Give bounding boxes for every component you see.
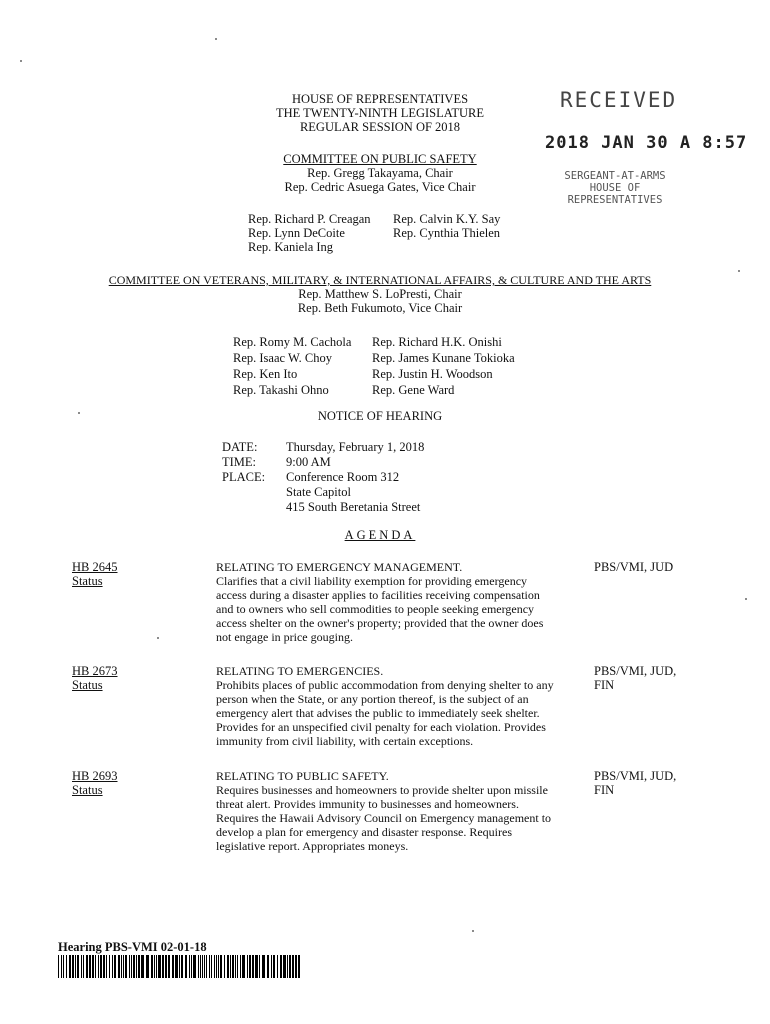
agenda-item-1-body (216, 560, 543, 644)
barcode-bar (181, 955, 183, 978)
committee-title: COMMITTEE ON VETERANS, MILITARY, & INTERNATIONAL AFFAIRS, & CULTURE AND THE ARTS (108, 273, 652, 287)
member: Rep. Cynthia Thielen (393, 226, 501, 240)
agenda-item-3-bill (72, 769, 118, 797)
barcode-bar (273, 955, 275, 978)
bill-desc-line: person when the State, or any portion thereof, is the subject of an (216, 692, 529, 706)
barcode-bar (230, 955, 231, 978)
barcode-bar (280, 955, 282, 978)
barcode-bar (185, 955, 187, 978)
barcode-bar (168, 955, 170, 978)
barcode-bar (61, 955, 62, 978)
agenda-item-1-referral (594, 560, 673, 574)
committee-chair: Rep. Gregg Takayama, Chair (307, 166, 453, 180)
place-line: Conference Room 312 (286, 470, 400, 484)
referral-line: FIN (594, 783, 615, 797)
barcode-bar (129, 955, 130, 978)
scan-speck (472, 930, 474, 932)
barcode-bar (209, 955, 210, 978)
barcode-bar (131, 955, 132, 978)
barcode-bar (224, 955, 225, 978)
barcode-bar (133, 955, 135, 978)
barcode-bar (100, 955, 102, 978)
committee2-members-left (233, 334, 351, 398)
barcode-bar (165, 955, 167, 978)
barcode-bar (191, 955, 192, 978)
referral-line: PBS/VMI, JUD, (594, 769, 677, 783)
agenda-item-2-bill (72, 664, 118, 692)
header-line: REGULAR SESSION OF 2018 (299, 120, 461, 134)
member: Rep. Justin H. Woodson (372, 367, 493, 381)
barcode-bar (86, 955, 88, 978)
barcode-bar (106, 955, 107, 978)
referral-line: FIN (594, 678, 615, 692)
barcode-bar (69, 955, 71, 978)
committee-vice-chair: Rep. Beth Fukumoto, Vice Chair (297, 301, 463, 315)
barcode-bar (179, 955, 180, 978)
committee2-members-right (372, 334, 515, 398)
status-link[interactable]: Status (72, 678, 103, 692)
referral-line: PBS/VMI, JUD (594, 560, 674, 574)
barcode-bar (267, 955, 269, 978)
barcode-bar (287, 955, 288, 978)
barcode-bar (252, 955, 254, 978)
barcode-bar (277, 955, 278, 978)
barcode-bar (172, 955, 174, 978)
bill-desc-line: Provides for an unspecified civil penalty for each violation. Provides (216, 720, 546, 734)
agenda-item-1-bill (72, 560, 118, 588)
bill-desc-line: Prohibits places of public accommodation from denying shelter to any (216, 678, 554, 692)
barcode-bar (235, 955, 236, 978)
date-value: Thursday, February 1, 2018 (286, 440, 425, 454)
agenda-item-2-body (216, 664, 554, 748)
barcode-bar (202, 955, 203, 978)
notice-labels (222, 440, 265, 485)
barcode-bar (232, 955, 234, 978)
barcode-bar (141, 955, 144, 978)
stamp-office-line: SERGEANT-AT-ARMS (564, 170, 666, 182)
barcode-bar (83, 955, 84, 978)
received-stamp: RECEIVED (560, 88, 678, 112)
stamp-office (535, 170, 695, 206)
status-link[interactable]: Status (72, 783, 103, 797)
barcode-bar (81, 955, 82, 978)
member: Rep. Takashi Ohno (233, 383, 329, 397)
bill-desc-line: not engage in price gouging. (216, 630, 353, 644)
barcode-bar (66, 955, 67, 978)
header-line: HOUSE OF REPRESENTATIVES (291, 92, 469, 106)
bill-title: RELATING TO EMERGENCY MANAGEMENT. (216, 560, 463, 574)
place-line: 415 South Beretania Street (286, 500, 421, 514)
committee1-members-left (248, 212, 371, 254)
member: Rep. Richard P. Creagan (248, 212, 371, 226)
bill-title: RELATING TO EMERGENCIES. (216, 664, 384, 678)
barcode-bar (216, 955, 217, 978)
member: Rep. James Kunane Tokioka (372, 351, 515, 365)
barcode-bar (204, 955, 205, 978)
scan-speck (745, 598, 747, 600)
scan-speck (215, 38, 217, 40)
committee-chair: Rep. Matthew S. LoPresti, Chair (298, 287, 462, 301)
member: Rep. Gene Ward (372, 383, 455, 397)
barcode-bar (193, 955, 196, 978)
barcode-bar (125, 955, 127, 978)
barcode-bar (112, 955, 113, 978)
barcode-bar (262, 955, 265, 978)
barcode-bar (121, 955, 122, 978)
agenda-item-2-referral (594, 664, 676, 692)
barcode-bar (220, 955, 222, 978)
member: Rep. Kaniela Ing (248, 240, 334, 254)
bill-desc-line: Requires businesses and homeowners to provide shelter upon missile (216, 783, 548, 797)
barcode-bar (271, 955, 272, 978)
barcode-bar (259, 955, 260, 978)
member: Rep. Calvin K.Y. Say (393, 212, 501, 226)
barcode-bar (158, 955, 161, 978)
barcode-bar (156, 955, 157, 978)
barcode-bar (151, 955, 153, 978)
status-link[interactable]: Status (72, 574, 103, 588)
agenda-item-3-referral (594, 769, 676, 797)
member: Rep. Romy M. Cachola (233, 335, 352, 349)
bill-desc-line: develop a plan for emergency and disaster response. Requires (216, 825, 513, 839)
barcode-bar (98, 955, 99, 978)
committee-title: COMMITTEE ON PUBLIC SAFETY (283, 152, 477, 166)
barcode-bar (242, 955, 245, 978)
agenda-title: AGENDA (344, 528, 416, 542)
barcode-bar (75, 955, 76, 978)
header-block (230, 92, 530, 134)
barcode-bar (109, 955, 110, 978)
barcode-bar (138, 955, 140, 978)
bill-desc-line: access during a disaster applies to facilities receiving compensation (216, 588, 540, 602)
stamp-datetime: 2018 JAN 30 A 8:57 (545, 133, 748, 153)
barcode-bar (211, 955, 212, 978)
barcode-bar (240, 955, 241, 978)
barcode-bar (136, 955, 137, 978)
member: Rep. Ken Ito (233, 367, 298, 381)
agenda-item-3-body (216, 769, 551, 853)
time-value: 9:00 AM (286, 455, 331, 469)
place-label: PLACE: (222, 470, 266, 484)
barcode-bar (227, 955, 229, 978)
barcode-bar (295, 955, 297, 978)
notice-title: NOTICE OF HEARING (317, 409, 443, 423)
footer-label: Hearing PBS-VMI 02-01-18 (58, 940, 207, 954)
scan-speck (78, 412, 80, 414)
committee1-members-right (393, 212, 500, 240)
committee-public-safety (215, 152, 545, 194)
barcode-icon (58, 955, 300, 978)
barcode-bar (95, 955, 96, 978)
bill-desc-line: threat alert. Provides immunity to businesses and homeowners. (216, 797, 519, 811)
barcode-bar (146, 955, 149, 978)
barcode-bar (237, 955, 238, 978)
barcode-bar (175, 955, 178, 978)
barcode-bar (63, 955, 64, 978)
bill-desc-line: Requires the Hawaii Advisory Council on Emergency management to (216, 811, 552, 825)
member: Rep. Richard H.K. Onishi (372, 335, 502, 349)
committee-vice-chair: Rep. Cedric Asuega Gates, Vice Chair (284, 180, 476, 194)
stamp-office-line: REPRESENTATIVES (567, 194, 663, 206)
barcode-bar (283, 955, 286, 978)
barcode-bar (198, 955, 199, 978)
bill-desc-line: immunity from civil liability, with certain exceptions. (216, 734, 474, 748)
barcode-bar (298, 955, 300, 978)
referral-line: PBS/VMI, JUD, (594, 664, 677, 678)
barcode-bar (247, 955, 248, 978)
scan-speck (20, 60, 22, 62)
barcode-bar (118, 955, 120, 978)
barcode-bar (189, 955, 190, 978)
barcode-bar (103, 955, 105, 978)
bill-desc-line: emergency alert that advises the public to immediately seek shelter. (216, 706, 540, 720)
place-line: State Capitol (286, 485, 351, 499)
stamp-office-line: HOUSE OF (589, 182, 641, 194)
member: Rep. Lynn DeCoite (248, 226, 345, 240)
bill-desc-line: Clarifies that a civil liability exemption for providing emergency (216, 574, 528, 588)
barcode-bar (92, 955, 94, 978)
scan-speck (738, 270, 740, 272)
barcode-bar (162, 955, 164, 978)
barcode-bar (289, 955, 291, 978)
bill-desc-line: access shelter on the owner's property; provided that the owner does (216, 616, 544, 630)
bill-title: RELATING TO PUBLIC SAFETY. (216, 769, 389, 783)
bill-link[interactable]: HB 2693 (72, 769, 118, 783)
barcode-bar (218, 955, 219, 978)
scan-speck (157, 637, 159, 639)
committee-veterans (80, 273, 680, 315)
bill-link[interactable]: HB 2645 (72, 560, 118, 574)
barcode-bar (249, 955, 251, 978)
barcode-bar (72, 955, 74, 978)
barcode-bar (206, 955, 207, 978)
barcode-bar (114, 955, 116, 978)
bill-desc-line: legislative report. Appropriates moneys. (216, 839, 409, 853)
time-label: TIME: (222, 455, 257, 469)
notice-values (286, 440, 424, 515)
bill-desc-line: and to owners who sell commodities to people seeking emergency (216, 602, 535, 616)
barcode-bar (77, 955, 79, 978)
barcode-bar (255, 955, 258, 978)
date-label: DATE: (222, 440, 258, 454)
barcode-bar (292, 955, 294, 978)
bill-link[interactable]: HB 2673 (72, 664, 118, 678)
barcode-bar (89, 955, 91, 978)
header-line: THE TWENTY-NINTH LEGISLATURE (275, 106, 485, 120)
barcode-bar (58, 955, 59, 978)
barcode-bar (123, 955, 124, 978)
barcode-bar (214, 955, 215, 978)
barcode-bar (154, 955, 155, 978)
barcode-bar (200, 955, 201, 978)
member: Rep. Isaac W. Choy (233, 351, 332, 365)
